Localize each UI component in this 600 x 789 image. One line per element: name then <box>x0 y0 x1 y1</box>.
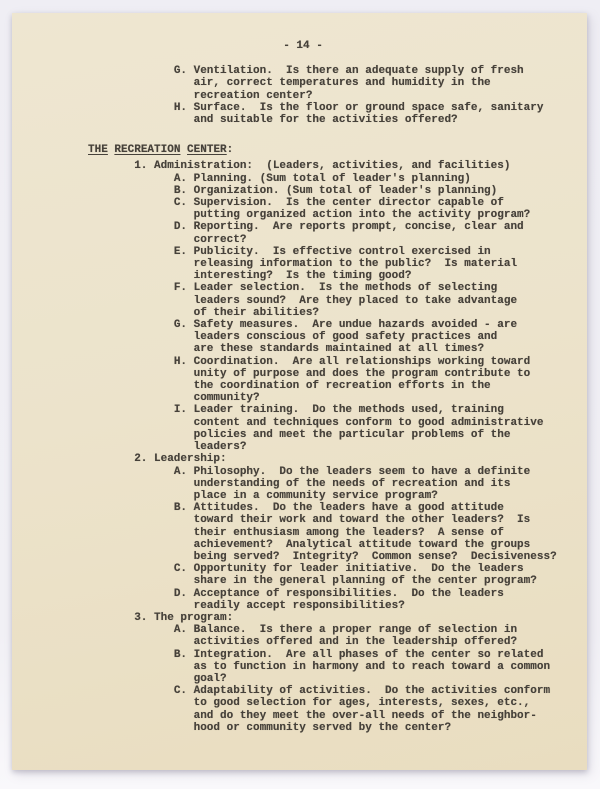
item-line: share in the general planning of the center program? <box>193 575 537 588</box>
intro-items <box>88 65 587 126</box>
outline-section <box>88 453 587 612</box>
item-label: A. <box>173 465 188 478</box>
item-line: Acceptance of responsibilities. Do the leaders <box>193 587 504 600</box>
item-line: and do they meet the over-all needs of the neighbor- <box>193 709 537 722</box>
outline-item <box>88 649 587 686</box>
outline-item <box>88 173 587 185</box>
section-header <box>88 160 587 172</box>
item-line: activities offered and in the leadership offered? <box>193 636 518 649</box>
heading-text <box>88 144 227 156</box>
item-line: being served? Integrity? Common sense? Decisiveness? <box>193 550 557 563</box>
item-line: as to function in harmony and to reach toward a common <box>193 660 551 673</box>
item-line: policies and meet the particular problems of the <box>193 428 511 441</box>
item-line: and suitable for the activities offered? <box>193 114 458 127</box>
document-page <box>12 13 587 770</box>
section-title: The program: <box>154 611 234 624</box>
outline-section <box>88 160 587 453</box>
section-header <box>88 453 587 465</box>
outline-item <box>88 356 587 405</box>
item-line: air, correct temperatures and humidity in the <box>193 77 491 90</box>
item-line: readily accept responsibilities? <box>193 599 405 612</box>
item-line: Leader training. Do the methods used, training <box>193 404 504 417</box>
item-label: C. <box>173 563 188 576</box>
outline-item <box>88 466 587 503</box>
heading-word: THE <box>88 144 108 157</box>
heading-colon: : <box>226 144 234 157</box>
item-lines <box>194 404 544 453</box>
item-line: toward their work and toward the other leaders? Is <box>193 514 531 527</box>
heading-word: CENTER <box>187 144 227 157</box>
item-lines <box>194 563 537 587</box>
item-line: unity of purpose and does the program contribute to <box>193 367 531 380</box>
item-label: A. <box>173 624 188 637</box>
item-line: hood or community served by the center? <box>193 721 452 734</box>
item-line: Surface. Is the floor or ground space safe, sanitary <box>193 101 544 114</box>
item-lines <box>194 65 524 102</box>
item-line: to good selection for ages, interests, sexes, etc., <box>193 697 531 710</box>
item-line: releasing information to the public? Is material <box>193 258 518 271</box>
section-title: Administration: (Leaders, activities, and facilities) <box>154 160 511 173</box>
outline-item <box>88 246 587 283</box>
outline-item <box>88 221 587 245</box>
item-label: D. <box>173 587 188 600</box>
outline-item <box>88 197 587 221</box>
item-lines <box>194 624 517 648</box>
item-lines <box>194 649 550 686</box>
item-lines <box>194 588 504 612</box>
section-number: 3. <box>134 611 148 624</box>
item-line: Publicity. Is effective control exercised in <box>193 245 491 258</box>
outline-item <box>88 563 587 587</box>
item-lines <box>194 685 550 734</box>
item-label: G. <box>173 65 188 78</box>
item-line: leaders conscious of good safety practices and <box>193 331 498 344</box>
item-lines <box>194 221 524 245</box>
item-line: recreation center? <box>193 89 313 102</box>
item-line: achievement? Analytical attitude toward the groups <box>193 538 531 551</box>
item-lines <box>194 466 531 503</box>
item-line: Leader selection. Is the methods of selecting <box>193 282 498 295</box>
item-line: Balance. Is there a proper range of selection in <box>193 624 518 637</box>
item-lines <box>194 282 517 319</box>
item-label: B. <box>173 502 188 515</box>
outline-item <box>88 404 587 453</box>
section-title: Leadership: <box>154 453 227 466</box>
item-label: H. <box>173 101 188 114</box>
outline-item <box>88 685 587 734</box>
item-label: D. <box>173 221 188 234</box>
item-line: Planning. (Sum total of leader's planning) <box>193 172 471 185</box>
item-lines <box>194 502 557 563</box>
outline-item <box>88 185 587 197</box>
item-line: Integration. Are all phases of the center so related <box>193 648 544 661</box>
item-lines <box>194 319 517 356</box>
item-label: E. <box>173 245 188 258</box>
section-header <box>88 612 587 624</box>
item-line: content and techniques conform to good administrative <box>193 416 544 429</box>
item-line: correct? <box>193 233 247 246</box>
item-lines <box>194 102 544 126</box>
outline-section <box>88 612 587 734</box>
item-line: understanding of the needs of recreation and its <box>193 477 511 490</box>
item-line: goal? <box>193 672 227 685</box>
item-line: the coordination of recreation efforts in the <box>193 380 491 393</box>
item-label: H. <box>173 355 188 368</box>
outline-item <box>88 102 587 126</box>
item-line: Supervision. Is the center director capable of <box>193 197 504 210</box>
outline-item <box>88 588 587 612</box>
item-label: B. <box>173 184 188 197</box>
item-line: community? <box>193 392 260 405</box>
outline-item <box>88 65 587 102</box>
item-lines <box>194 173 471 185</box>
item-label: F. <box>173 282 188 295</box>
item-line: Organization. (Sum total of leader's planning) <box>193 184 498 197</box>
item-line: are these standards maintained at all times? <box>193 343 485 356</box>
item-line: their enthusiasm among the leaders? A sense of <box>193 526 504 539</box>
item-line: leaders? <box>193 441 247 454</box>
item-lines <box>194 356 531 405</box>
item-line: Ventilation. Is there an adequate supply of fresh <box>193 65 524 78</box>
item-line: place in a community service program? <box>193 489 438 502</box>
section-number: 1. <box>134 160 148 173</box>
item-line: leaders sound? Are they placed to take advantage <box>193 294 518 307</box>
item-line: Attitudes. Do the leaders have a good attitude <box>193 502 504 515</box>
item-lines <box>194 185 498 197</box>
outline-sections <box>88 160 587 734</box>
item-label: I. <box>173 404 188 417</box>
item-line: interesting? Is the timing good? <box>193 270 412 283</box>
item-line: Coordination. Are all relationships working toward <box>193 355 531 368</box>
outline-item <box>88 282 587 319</box>
section-heading <box>88 144 587 156</box>
item-label: G. <box>173 319 188 332</box>
section-number: 2. <box>134 453 148 466</box>
heading-word: RECREATION <box>114 144 181 157</box>
item-label: B. <box>173 648 188 661</box>
item-line: Reporting. Are reports prompt, concise, clear and <box>193 221 524 234</box>
outline-item <box>88 319 587 356</box>
item-label: C. <box>173 197 188 210</box>
outline-item <box>88 624 587 648</box>
item-label: C. <box>173 685 188 698</box>
item-line: Opportunity for leader initiative. Do the leaders <box>193 563 524 576</box>
item-label: A. <box>173 172 188 185</box>
item-line: of their abilities? <box>193 306 320 319</box>
item-line: Philosophy. Do the leaders seem to have a definite <box>193 465 531 478</box>
item-line: Safety measures. Are undue hazards avoided - are <box>193 319 518 332</box>
outline-item <box>88 502 587 563</box>
item-lines <box>194 197 531 221</box>
page-number: - 14 - <box>283 40 323 52</box>
item-lines <box>194 246 517 283</box>
item-line: Adaptability of activities. Do the activities conform <box>193 685 551 698</box>
item-line: putting organized action into the activity program? <box>193 209 531 222</box>
